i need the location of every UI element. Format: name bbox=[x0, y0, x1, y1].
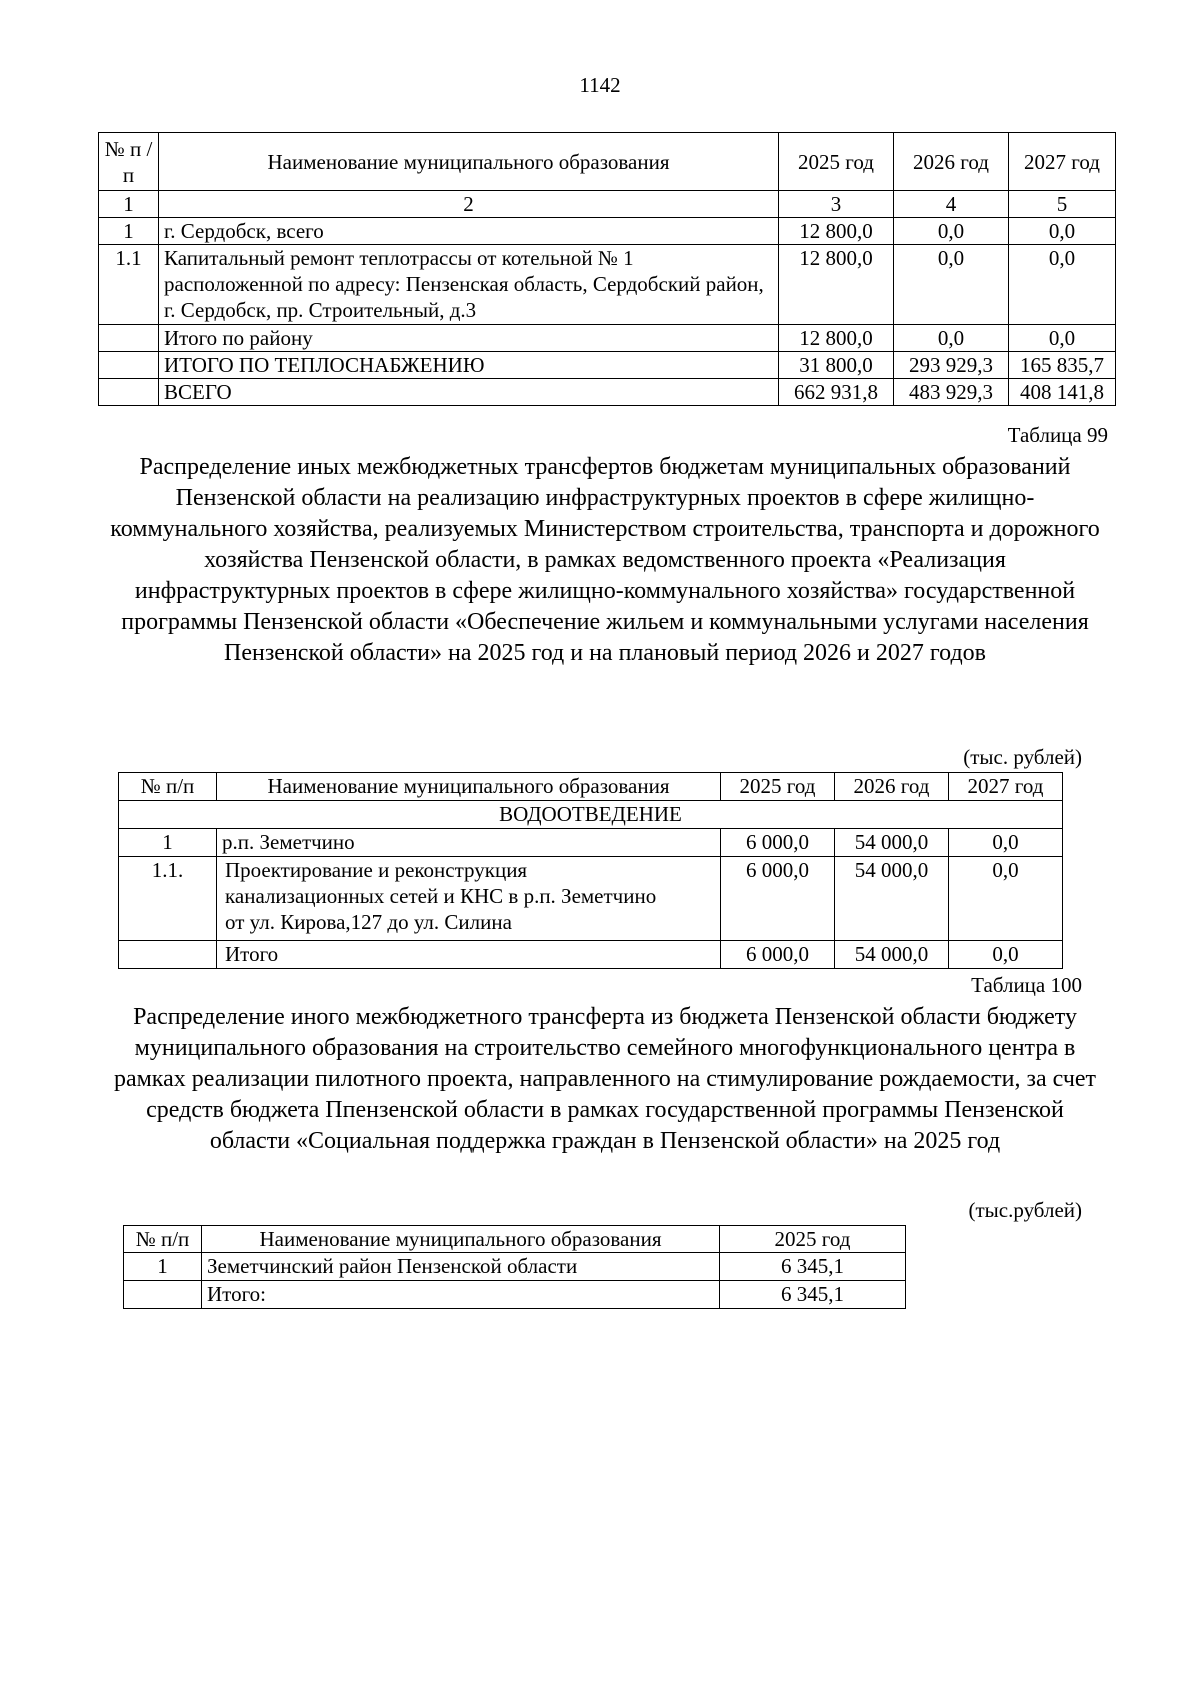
page-number: 1142 bbox=[579, 73, 621, 97]
index-cell: 5 bbox=[1009, 191, 1116, 218]
row-name: Итого: bbox=[202, 1281, 720, 1309]
table-row bbox=[119, 941, 1063, 969]
value-2026: 0,0 bbox=[894, 245, 1009, 325]
value-2026: 0,0 bbox=[894, 218, 1009, 245]
value-2025: 12 800,0 bbox=[779, 245, 894, 325]
table-row bbox=[119, 857, 1063, 941]
header-cell: 2027 год bbox=[1009, 133, 1116, 191]
header-cell: № п /п bbox=[99, 133, 159, 191]
value-2027: 0,0 bbox=[1009, 218, 1116, 245]
value-2027: 0,0 bbox=[1009, 245, 1116, 325]
header-cell: Наименование муниципального образования bbox=[217, 773, 721, 801]
table-header-row bbox=[124, 1226, 906, 1253]
header-cell: Наименование муниципального образования bbox=[159, 133, 779, 191]
row-name: ИТОГО ПО ТЕПЛОСНАБЖЕНИЮ bbox=[159, 352, 779, 379]
row-number: 1.1. bbox=[119, 857, 217, 941]
value-2025: 6 345,1 bbox=[720, 1253, 906, 1281]
row-name: Итого по району bbox=[159, 325, 779, 352]
row-number: 1 bbox=[119, 829, 217, 857]
table-row bbox=[99, 352, 1116, 379]
header-cell: 2026 год bbox=[835, 773, 949, 801]
value-2026: 54 000,0 bbox=[835, 857, 949, 941]
row-number bbox=[99, 352, 159, 379]
table-100-unit: (тыс.рублей) bbox=[968, 1198, 1082, 1222]
row-number bbox=[99, 379, 159, 406]
header-cell: № п/п bbox=[124, 1226, 202, 1253]
row-name: Капитальный ремонт теплотрассы от котельной № 1 расположенной по адресу: Пензенская область, Сердобский район, г. Сердобск, пр. Строительный, д.3 bbox=[159, 245, 779, 325]
row-name: Земетчинский район Пензенской области bbox=[202, 1253, 720, 1281]
table-header-row bbox=[119, 773, 1063, 801]
header-cell: № п/п bbox=[119, 773, 217, 801]
value-2025: 12 800,0 bbox=[779, 325, 894, 352]
value-2025: 6 000,0 bbox=[721, 857, 835, 941]
table-99-unit: (тыс. рублей) bbox=[963, 745, 1082, 769]
row-name: ВСЕГО bbox=[159, 379, 779, 406]
section-row bbox=[119, 801, 1063, 829]
value-2027: 408 141,8 bbox=[1009, 379, 1116, 406]
water-disposal-table bbox=[118, 772, 1063, 969]
table-row bbox=[119, 829, 1063, 857]
row-name: г. Сердобск, всего bbox=[159, 218, 779, 245]
value-2025: 6 000,0 bbox=[721, 941, 835, 969]
index-cell: 1 bbox=[99, 191, 159, 218]
index-cell: 4 bbox=[894, 191, 1009, 218]
header-cell: Наименование муниципального образования bbox=[202, 1226, 720, 1253]
table-99-label: Таблица 99 bbox=[1007, 423, 1108, 447]
value-2026: 0,0 bbox=[894, 325, 1009, 352]
value-2027: 0,0 bbox=[1009, 325, 1116, 352]
table-row bbox=[99, 218, 1116, 245]
row-number: 1 bbox=[99, 218, 159, 245]
value-2026: 293 929,3 bbox=[894, 352, 1009, 379]
row-name: Итого bbox=[217, 941, 721, 969]
value-2026: 483 929,3 bbox=[894, 379, 1009, 406]
value-2025: 6 345,1 bbox=[720, 1281, 906, 1309]
index-cell: 3 bbox=[779, 191, 894, 218]
header-cell: 2025 год bbox=[721, 773, 835, 801]
row-number bbox=[124, 1281, 202, 1309]
index-cell: 2 bbox=[159, 191, 779, 218]
value-2025: 31 800,0 bbox=[779, 352, 894, 379]
header-cell: 2026 год bbox=[894, 133, 1009, 191]
section-title: ВОДООТВЕДЕНИЕ bbox=[119, 801, 1063, 829]
value-2027: 0,0 bbox=[949, 857, 1063, 941]
value-2025: 662 931,8 bbox=[779, 379, 894, 406]
column-index-row bbox=[99, 191, 1116, 218]
table-row bbox=[99, 245, 1116, 325]
value-2025: 6 000,0 bbox=[721, 829, 835, 857]
row-name: Проектирование и реконструкция канализационных сетей и КНС в р.п. Земетчино от ул. Кирова,127 до ул. Силина bbox=[217, 857, 721, 941]
value-2027: 165 835,7 bbox=[1009, 352, 1116, 379]
table-row bbox=[124, 1253, 906, 1281]
value-2026: 54 000,0 bbox=[835, 941, 949, 969]
header-cell: 2025 год bbox=[779, 133, 894, 191]
row-number: 1.1 bbox=[99, 245, 159, 325]
value-2027: 0,0 bbox=[949, 941, 1063, 969]
value-2025: 12 800,0 bbox=[779, 218, 894, 245]
value-2026: 54 000,0 bbox=[835, 829, 949, 857]
table-row bbox=[124, 1281, 906, 1309]
row-number bbox=[119, 941, 217, 969]
heat-supply-table bbox=[98, 132, 1116, 406]
header-cell: 2027 год bbox=[949, 773, 1063, 801]
row-number: 1 bbox=[124, 1253, 202, 1281]
table-row bbox=[99, 379, 1116, 406]
row-name: р.п. Земетчино bbox=[217, 829, 721, 857]
family-center-table bbox=[123, 1225, 906, 1309]
table-100-label: Таблица 100 bbox=[971, 973, 1082, 997]
row-number bbox=[99, 325, 159, 352]
header-cell: 2025 год bbox=[720, 1226, 906, 1253]
table-99-title: Распределение иных межбюджетных трансфертов бюджетам муниципальных образований Пензенской области на реализацию инфраструктурных проектов в сфере жилищно-коммунального хозяйства, реализуемых Министерством строительства, транспорта и дорожного хозяйства Пензенской области, в рамках ведомственного проекта «Реализация инфраструктурных проектов в сфере жилищно-коммунального хозяйства» государственной программы Пензенской области «Обеспечение жильем и коммунальными услугами населения Пензенской области» на 2025 год и на плановый период 2026 и 2027 годов bbox=[110, 454, 1100, 666]
table-header-row bbox=[99, 133, 1116, 191]
table-100-title: Распределение иного межбюджетного трансферта из бюджета Пензенской области бюджету муниципального образования на строительство семейного многофункционального центра в рамках реализации пилотного проекта, направленного на стимулирование рождаемости, за счет средств бюджета Ппензенской области в рамках государственной программы Пензенской области «Социальная поддержка граждан в Пензенской области» на 2025 год bbox=[113, 1004, 1097, 1154]
value-2027: 0,0 bbox=[949, 829, 1063, 857]
table-row bbox=[99, 325, 1116, 352]
